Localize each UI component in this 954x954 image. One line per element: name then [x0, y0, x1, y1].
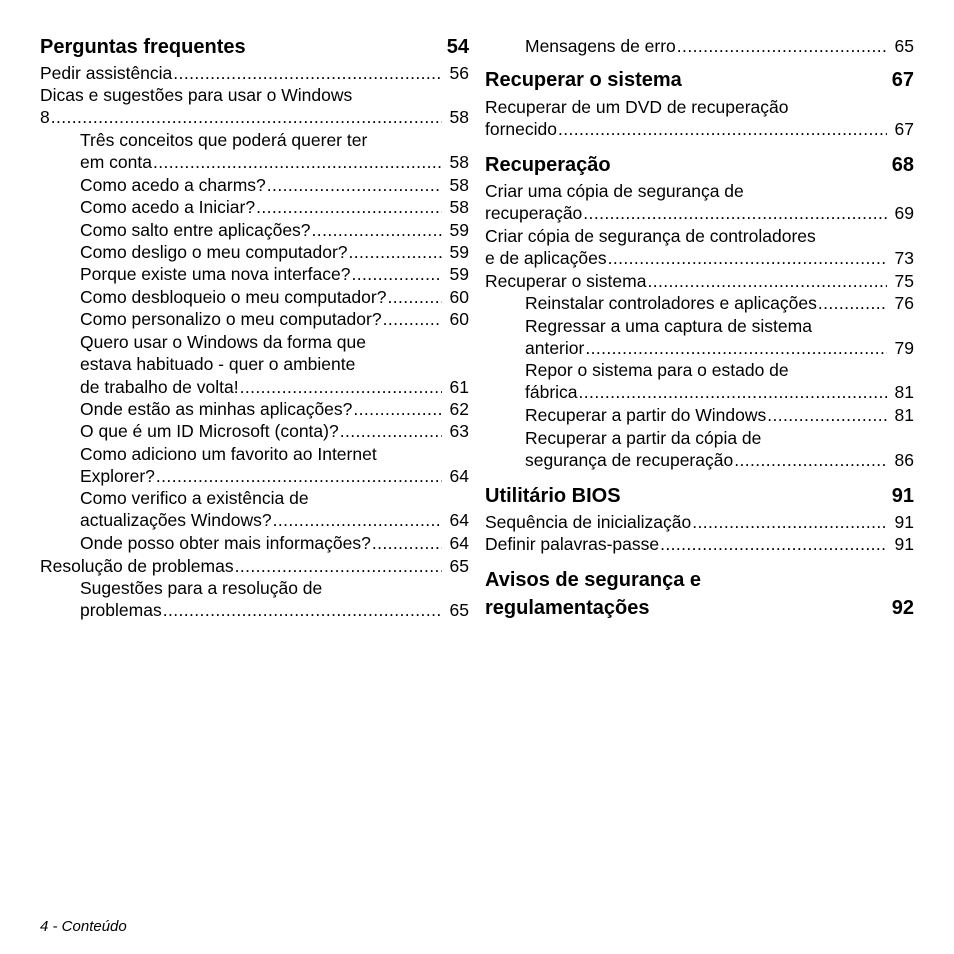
dot-leader: [267, 174, 442, 196]
dot-leader: [383, 308, 442, 330]
toc-entry[interactable]: Dicas e sugestões para usar o Windows 8 ..... 58: [40, 84, 469, 129]
toc-page-number: 64: [449, 533, 469, 553]
toc-page-number: 56: [449, 63, 469, 83]
toc-entry[interactable]: Três conceitos que poderá querer ter em conta ..... 58: [80, 129, 469, 174]
section-page: 92: [891, 597, 914, 619]
section-heading-utilitario-bios[interactable]: [485, 482, 914, 510]
toc-entry[interactable]: Reinstalar controladores e aplicações ..... 76: [525, 292, 914, 314]
section-page: 91: [891, 485, 914, 507]
toc-entry[interactable]: Quero usar o Windows da forma que estava habituado - quer o ambiente de trabalho de volta! ..... 61: [80, 331, 469, 398]
toc-entry[interactable]: Como adiciono um favorito ao Internet Explorer? ..... 64: [80, 443, 469, 488]
dot-leader: [387, 286, 442, 308]
toc-entry[interactable]: Mensagens de erro ..... 65: [525, 35, 914, 57]
toc-page-number: 65: [894, 36, 914, 56]
section-heading-recuperar-o-sistema[interactable]: [485, 66, 914, 94]
dot-leader: [156, 465, 442, 487]
toc-page-number: 59: [449, 242, 469, 262]
toc-page-number: 58: [449, 197, 469, 217]
toc-entry[interactable]: Repor o sistema para o estado de fábrica ..... 81: [525, 359, 914, 404]
toc-entry[interactable]: Criar cópia de segurança de controladores e de aplicações ..... 73: [485, 225, 914, 270]
toc-page-number: 58: [449, 175, 469, 195]
toc-page-number: 59: [449, 264, 469, 284]
dot-leader: [692, 511, 887, 533]
dot-leader: [767, 404, 887, 426]
page-footer: 4 - Conteúdo: [40, 918, 127, 935]
toc-page-number: 61: [449, 376, 469, 397]
toc-entry[interactable]: Como acedo a Iniciar? ..... 58: [80, 196, 469, 218]
dot-leader: [340, 420, 442, 442]
dot-leader: [660, 533, 887, 555]
toc-page-number: 60: [449, 309, 469, 329]
section-page: 54: [446, 36, 469, 58]
toc-page-number: 69: [894, 203, 914, 224]
dot-leader: [153, 151, 442, 173]
dot-leader: [256, 196, 442, 218]
toc-page-number: 76: [894, 293, 914, 313]
dot-leader: [372, 532, 442, 554]
dot-leader: [351, 263, 442, 285]
toc-page-number: 64: [449, 510, 469, 531]
dot-leader: [583, 202, 887, 224]
section-page: 68: [891, 154, 914, 176]
dot-leader: [51, 106, 442, 128]
toc-entry[interactable]: Resolução de problemas ..... 65: [40, 555, 469, 577]
toc-page-number: 63: [449, 421, 469, 441]
dot-leader: [273, 509, 442, 531]
toc-entry[interactable]: Como salto entre aplicações? ..... 59: [80, 219, 469, 241]
section-title: Recuperação: [485, 154, 611, 176]
toc-entry[interactable]: Sugestões para a resolução de problemas ..... 65: [80, 577, 469, 622]
toc-entry[interactable]: Porque existe uma nova interface? ..... 59: [80, 263, 469, 285]
toc-entry[interactable]: Recuperar a partir da cópia de segurança de recuperação ..... 86: [525, 427, 914, 472]
toc-page-number: 73: [894, 248, 914, 269]
toc-entry[interactable]: Onde posso obter mais informações? ..... 64: [80, 532, 469, 554]
dot-leader: [579, 381, 887, 403]
dot-leader: [818, 292, 887, 314]
toc-page-number: 65: [449, 556, 469, 576]
toc-entry[interactable]: Como desbloqueio o meu computador? ..... 60: [80, 286, 469, 308]
toc-entry[interactable]: Pedir assistência ..... 56: [40, 62, 469, 84]
toc-entry[interactable]: O que é um ID Microsoft (conta)? ..... 63: [80, 420, 469, 442]
toc-page-number: 79: [894, 338, 914, 359]
toc-entry[interactable]: Sequência de inicialização ..... 91: [485, 511, 914, 533]
dot-leader: [240, 376, 442, 398]
toc-entry[interactable]: Regressar a uma captura de sistema anterior ..... 79: [525, 315, 914, 360]
section-title-line: Avisos de segurança e: [485, 569, 702, 591]
toc-page-number: 58: [449, 152, 469, 173]
toc-page-number: 59: [449, 220, 469, 240]
section-page: 67: [891, 69, 914, 91]
toc-entry[interactable]: Onde estão as minhas aplicações? ..... 62: [80, 398, 469, 420]
toc-entry[interactable]: Recuperar o sistema ..... 75: [485, 270, 914, 292]
section-heading-avisos-de-seguranca[interactable]: [485, 566, 914, 622]
section-title: Recuperar o sistema: [485, 69, 682, 91]
section-heading-perguntas-frequentes[interactable]: [40, 33, 469, 61]
dot-leader: [585, 337, 887, 359]
toc-page-number: 91: [894, 512, 914, 532]
dot-leader: [163, 599, 442, 621]
toc-page-number: 64: [449, 466, 469, 487]
toc-page-number: 81: [894, 405, 914, 425]
dot-leader: [173, 62, 442, 84]
section-title-line: regulamentações: [485, 597, 650, 619]
toc-entry[interactable]: Criar uma cópia de segurança de recuperação ..... 69: [485, 180, 914, 225]
toc-entry[interactable]: Definir palavras-passe ..... 91: [485, 533, 914, 555]
section-title: Utilitário BIOS: [485, 485, 621, 507]
toc-entry[interactable]: Recuperar de um DVD de recuperação fornecido ..... 67: [485, 96, 914, 141]
dot-leader: [349, 241, 442, 263]
toc-page-number: 60: [449, 287, 469, 307]
toc-page-number: 65: [449, 600, 469, 621]
toc-entry[interactable]: Como acedo a charms? ..... 58: [80, 174, 469, 196]
dot-leader: [312, 219, 442, 241]
dot-leader: [608, 247, 887, 269]
toc-page-number: 62: [449, 399, 469, 419]
toc-page-number: 58: [449, 107, 469, 128]
dot-leader: [558, 118, 887, 140]
toc-page-number: 67: [894, 119, 914, 140]
toc-page-number: 91: [894, 534, 914, 554]
section-heading-recuperacao[interactable]: [485, 151, 914, 179]
dot-leader: [677, 35, 887, 57]
toc-entry[interactable]: Recuperar a partir do Windows ..... 81: [525, 404, 914, 426]
dot-leader: [353, 398, 442, 420]
dot-leader: [734, 449, 887, 471]
toc-page-number: 81: [894, 382, 914, 403]
dot-leader: [647, 270, 887, 292]
toc-entry[interactable]: Como desligo o meu computador? ..... 59: [80, 241, 469, 263]
toc-entry[interactable]: Como personalizo o meu computador? ..... 60: [80, 308, 469, 330]
toc-entry[interactable]: Como verifico a existência de actualizações Windows? ..... 64: [80, 487, 469, 532]
toc-page-number: 86: [894, 450, 914, 471]
toc-page-number: 75: [894, 271, 914, 291]
dot-leader: [235, 555, 442, 577]
section-title: Perguntas frequentes: [40, 36, 246, 58]
